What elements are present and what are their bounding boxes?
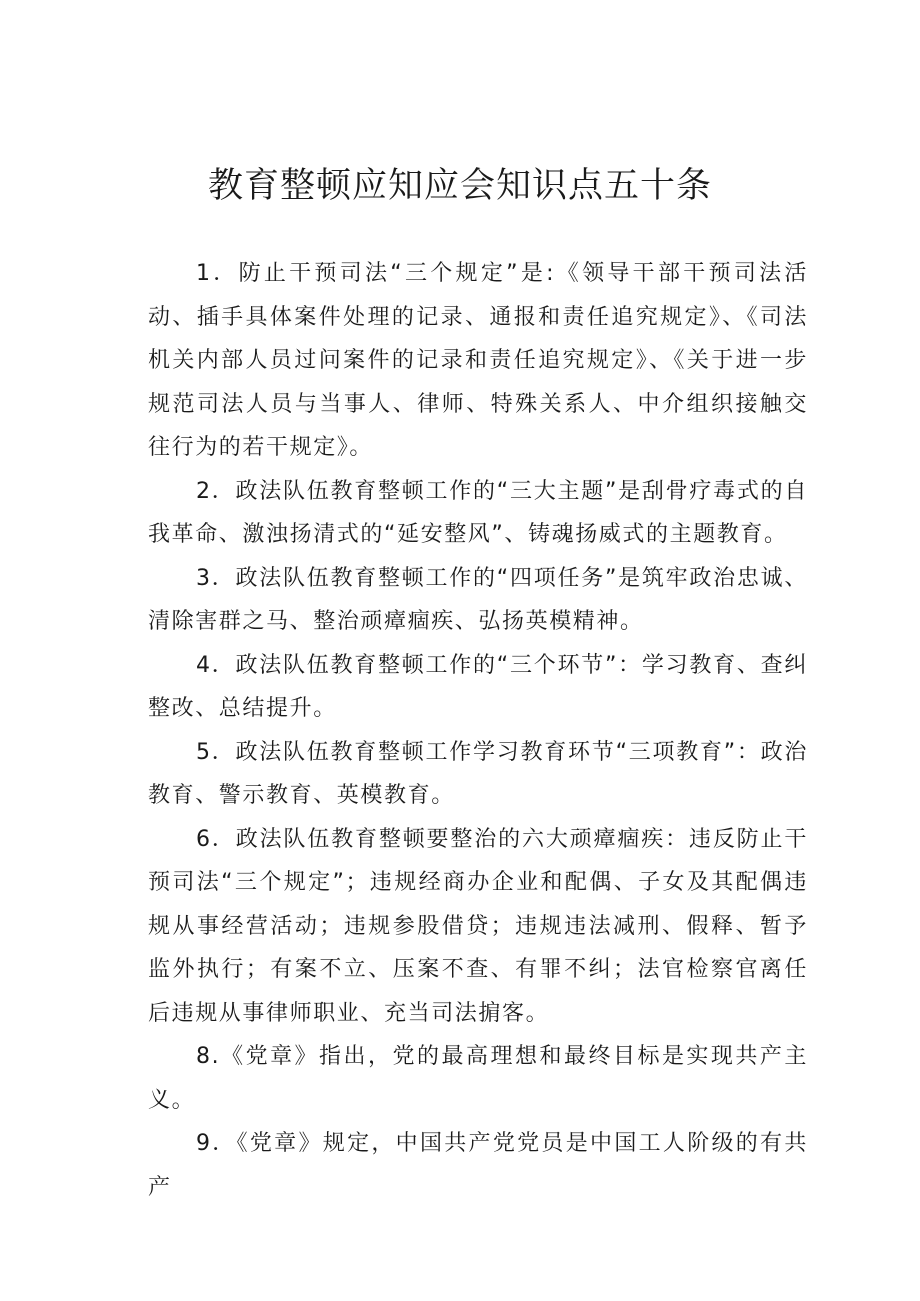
- document-body: [148, 252, 808, 1209]
- list-item: 8.《党章》指出，党的最高理想和最终目标是实现共产主义。: [148, 1044, 808, 1113]
- list-item: 3．政法队伍教育整顿工作的“四项任务”是筑牢政治忠诚、清除害群之马、整治顽瘴痼疾、弘扬英模精神。: [148, 565, 808, 634]
- document-title: 教育整顿应知应会知识点五十条: [207, 166, 712, 206]
- list-item: 6．政法队伍教育整顿要整治的六大顽瘴痼疾：违反防止干预司法“三个规定”；违规经商办企业和配偶、子女及其配偶违规从事经营活动；违规参股借贷；违规违法减刑、假释、暂予监外执行；有案不立、压案不查、有罪不纠；法官检察官离任后违规从事律师职业、充当司法掮客。: [148, 826, 808, 1026]
- list-item: 5．政法队伍教育整顿工作学习教育环节“三项教育”：政治教育、警示教育、英模教育。: [148, 739, 808, 808]
- list-item: 4．政法队伍教育整顿工作的“三个环节”：学习教育、查纠整改、总结提升。: [148, 652, 808, 721]
- list-item: 1．防止干预司法“三个规定”是:《领导干部干预司法活动、插手具体案件处理的记录、通报和责任追究规定》、《司法机关内部人员过问案件的记录和责任追究规定》、《关于进一步规范司法人员与当事人、律师、特殊关系人、中介组织接触交往行为的若干规定》。: [148, 261, 808, 460]
- list-item: 2．政法队伍教育整顿工作的“三大主题”是刮骨疗毒式的自我革命、激浊扬清式的“延安整风”、铸魂扬威式的主题教育。: [148, 478, 808, 547]
- list-item: 9．《党章》规定，中国共产党党员是中国工人阶级的有共产: [148, 1131, 808, 1200]
